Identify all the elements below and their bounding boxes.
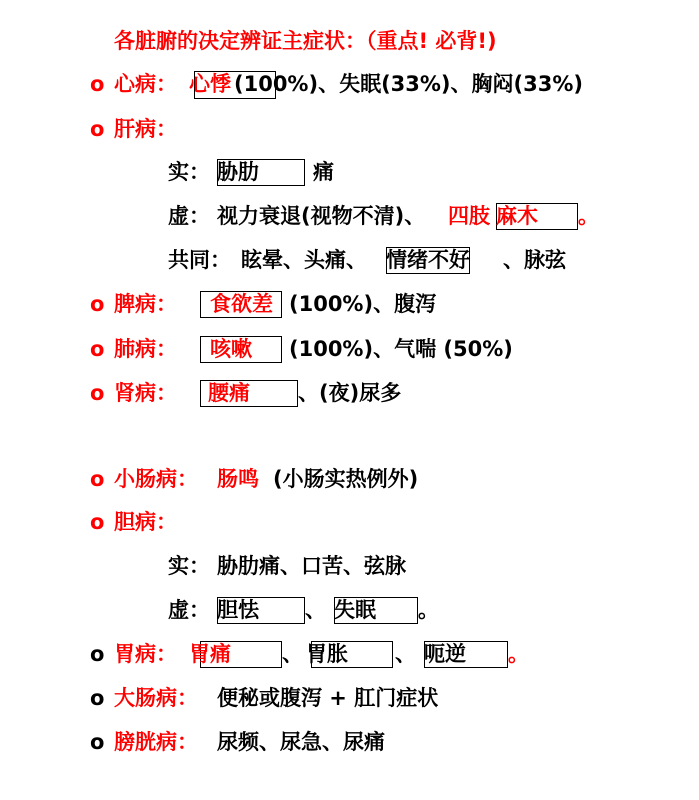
liver-excess-label: 实： <box>168 160 210 184</box>
bullet-icon: o <box>90 686 105 710</box>
liver-disease-label: 肝病： <box>114 117 177 141</box>
bullet-icon: o <box>90 337 105 361</box>
stomach-answer-2: 胃胀 <box>306 642 348 666</box>
bladder-text: 尿频、尿急、尿痛 <box>217 730 385 754</box>
kidney-disease-label: 肾病： <box>114 381 177 405</box>
kidney-answer: 腰痛 <box>208 381 250 405</box>
small-intestine-red: 肠鸣 <box>217 467 259 491</box>
bullet-icon: o <box>90 117 105 141</box>
liver-deficiency-answer: 麻木 <box>496 204 538 228</box>
gallbladder-answer-2: 失眠 <box>334 598 376 622</box>
liver-deficiency-text: 视力衰退(视物不清)、 <box>217 204 426 228</box>
bladder-label: 膀胱病： <box>114 730 198 754</box>
bullet-icon: o <box>90 72 105 96</box>
liver-excess-rest: 痛 <box>313 160 334 184</box>
gallbladder-excess-text: 胁肋痛、口苦、弦脉 <box>217 554 406 578</box>
lung-rest: (100%)、气喘 (50%) <box>289 337 513 361</box>
stomach-label: 胃病： <box>114 642 177 666</box>
liver-excess-answer: 胁肋 <box>217 160 259 184</box>
gallbladder-answer-1: 胆怯 <box>217 598 259 622</box>
gallbladder-mid: 、 <box>305 598 326 622</box>
gallbladder-excess-label: 实： <box>168 554 210 578</box>
liver-common-label: 共同： <box>168 248 231 272</box>
bullet-icon: o <box>90 642 105 666</box>
gallbladder-end: 。 <box>418 598 439 622</box>
liver-common-answer: 情绪不好 <box>386 248 470 272</box>
bullet-icon: o <box>90 292 105 316</box>
page-title: 各脏腑的决定辨证主症状：（重点! 必背!) <box>114 29 497 53</box>
bullet-icon: o <box>90 730 105 754</box>
large-intestine-text: 便秘或腹泻 + 肛门症状 <box>217 686 439 710</box>
liver-deficiency-end: 。 <box>578 204 599 228</box>
spleen-answer: 食欲差 <box>210 292 273 316</box>
small-intestine-label: 小肠病： <box>114 467 198 491</box>
lung-disease-label: 肺病： <box>114 337 177 361</box>
heart-disease-label: 心病： <box>114 72 177 96</box>
liver-common-text: 眩晕、头痛、 <box>241 248 367 272</box>
large-intestine-label: 大肠病： <box>114 686 198 710</box>
stomach-mid-1: 、 <box>282 642 303 666</box>
bullet-icon: o <box>90 381 105 405</box>
liver-deficiency-label: 虚： <box>168 204 210 228</box>
kidney-rest: 、(夜)尿多 <box>298 381 402 405</box>
liver-deficiency-red: 四肢 <box>448 204 490 228</box>
heart-answer: 心悸 <box>189 72 231 96</box>
lung-answer: 咳嗽 <box>210 337 252 361</box>
gallbladder-label: 胆病： <box>114 510 177 534</box>
stomach-answer-3: 呃逆 <box>424 642 466 666</box>
spleen-rest: (100%)、腹泻 <box>289 292 437 316</box>
spleen-disease-label: 脾病： <box>114 292 177 316</box>
stomach-end: 。 <box>508 642 529 666</box>
bullet-icon: o <box>90 510 105 534</box>
small-intestine-rest: (小肠实热例外) <box>273 467 419 491</box>
liver-common-rest: 、脉弦 <box>503 248 566 272</box>
gallbladder-deficiency-label: 虚： <box>168 598 210 622</box>
stomach-mid-2: 、 <box>395 642 416 666</box>
stomach-answer-1: 胃痛 <box>189 642 231 666</box>
bullet-icon: o <box>90 467 105 491</box>
heart-rest: (100%)、失眠(33%)、胸闷(33%) <box>234 72 583 96</box>
